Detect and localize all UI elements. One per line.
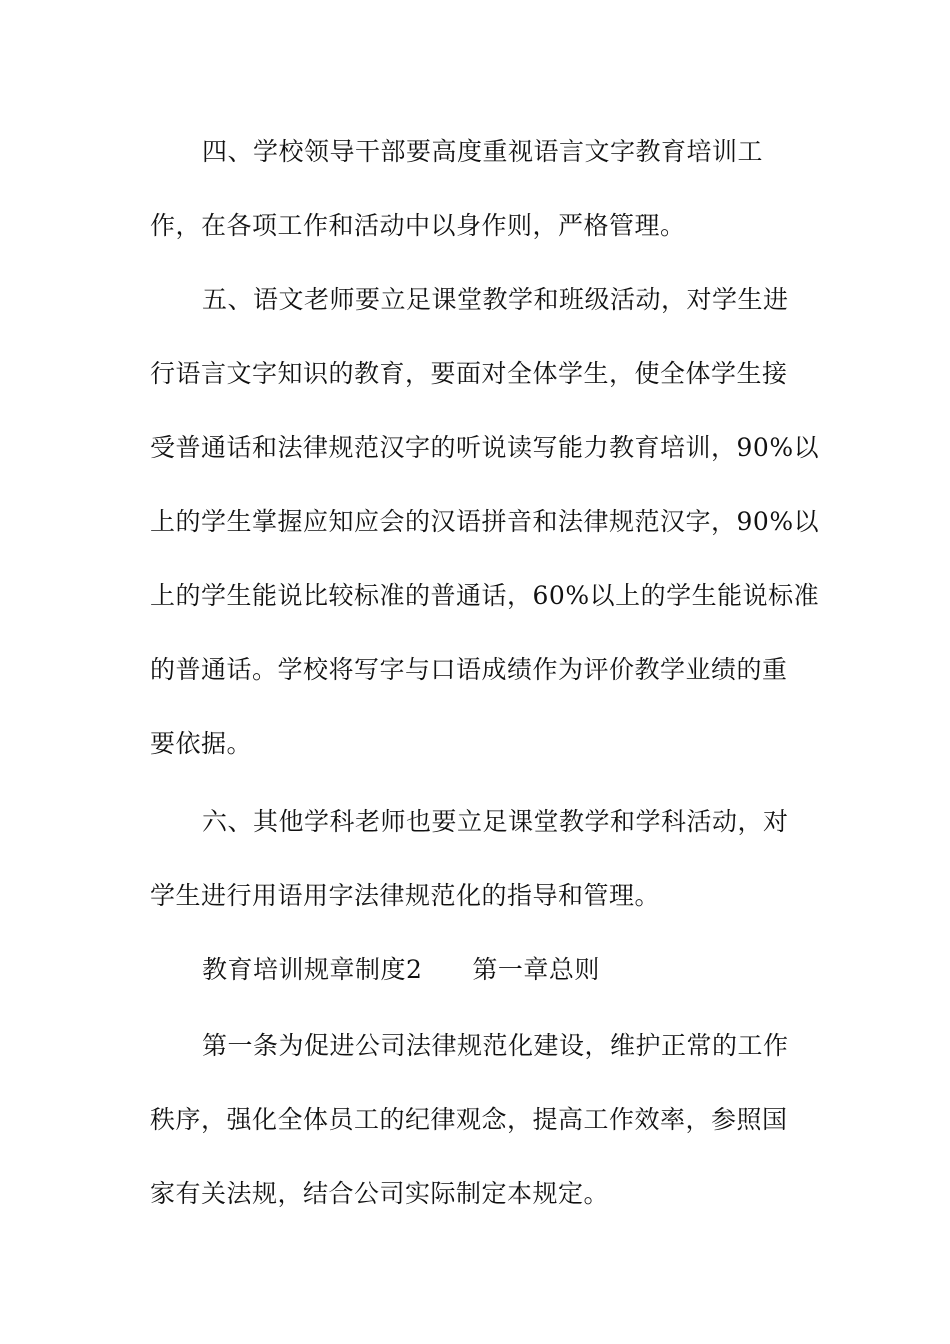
section-title: 教育培训规章制度2	[202, 955, 423, 984]
paragraph-line: 受普通话和法律规范汉字的听说读写能力教育培训，90%以	[150, 433, 820, 462]
paragraph-line: 行语言文字知识的教育，要面对全体学生，使全体学生接	[150, 359, 788, 388]
chapter-title: 第一章总则	[472, 955, 600, 984]
paragraph-line: 六、其他学科老师也要立足课堂教学和学科活动，对	[202, 807, 789, 836]
paragraph-line: 作，在各项工作和活动中以身作则，严格管理。	[150, 211, 686, 240]
paragraph-line: 上的学生掌握应知应会的汉语拼音和法律规范汉字，90%以	[150, 507, 820, 536]
paragraph-line: 四、学校领导干部要高度重视语言文字教育培训工	[202, 137, 764, 166]
section-heading	[202, 954, 600, 986]
paragraph-line: 五、语文老师要立足课堂教学和班级活动，对学生进	[202, 285, 789, 314]
paragraph-line: 秩序，强化全体员工的纪律观念，提高工作效率，参照国	[150, 1105, 788, 1134]
paragraph-line: 上的学生能说比较标准的普通话，60%以上的学生能说标准	[150, 581, 820, 610]
paragraph-line: 第一条为促进公司法律规范化建设，维护正常的工作	[202, 1031, 789, 1060]
paragraph-line: 要依据。	[150, 729, 253, 758]
paragraph-line: 的普通话。学校将写字与口语成绩作为评价教学业绩的重	[150, 655, 788, 684]
paragraph-line: 家有关法规，结合公司实际制定本规定。	[150, 1179, 610, 1208]
paragraph-line: 学生进行用语用字法律规范化的指导和管理。	[150, 881, 661, 910]
